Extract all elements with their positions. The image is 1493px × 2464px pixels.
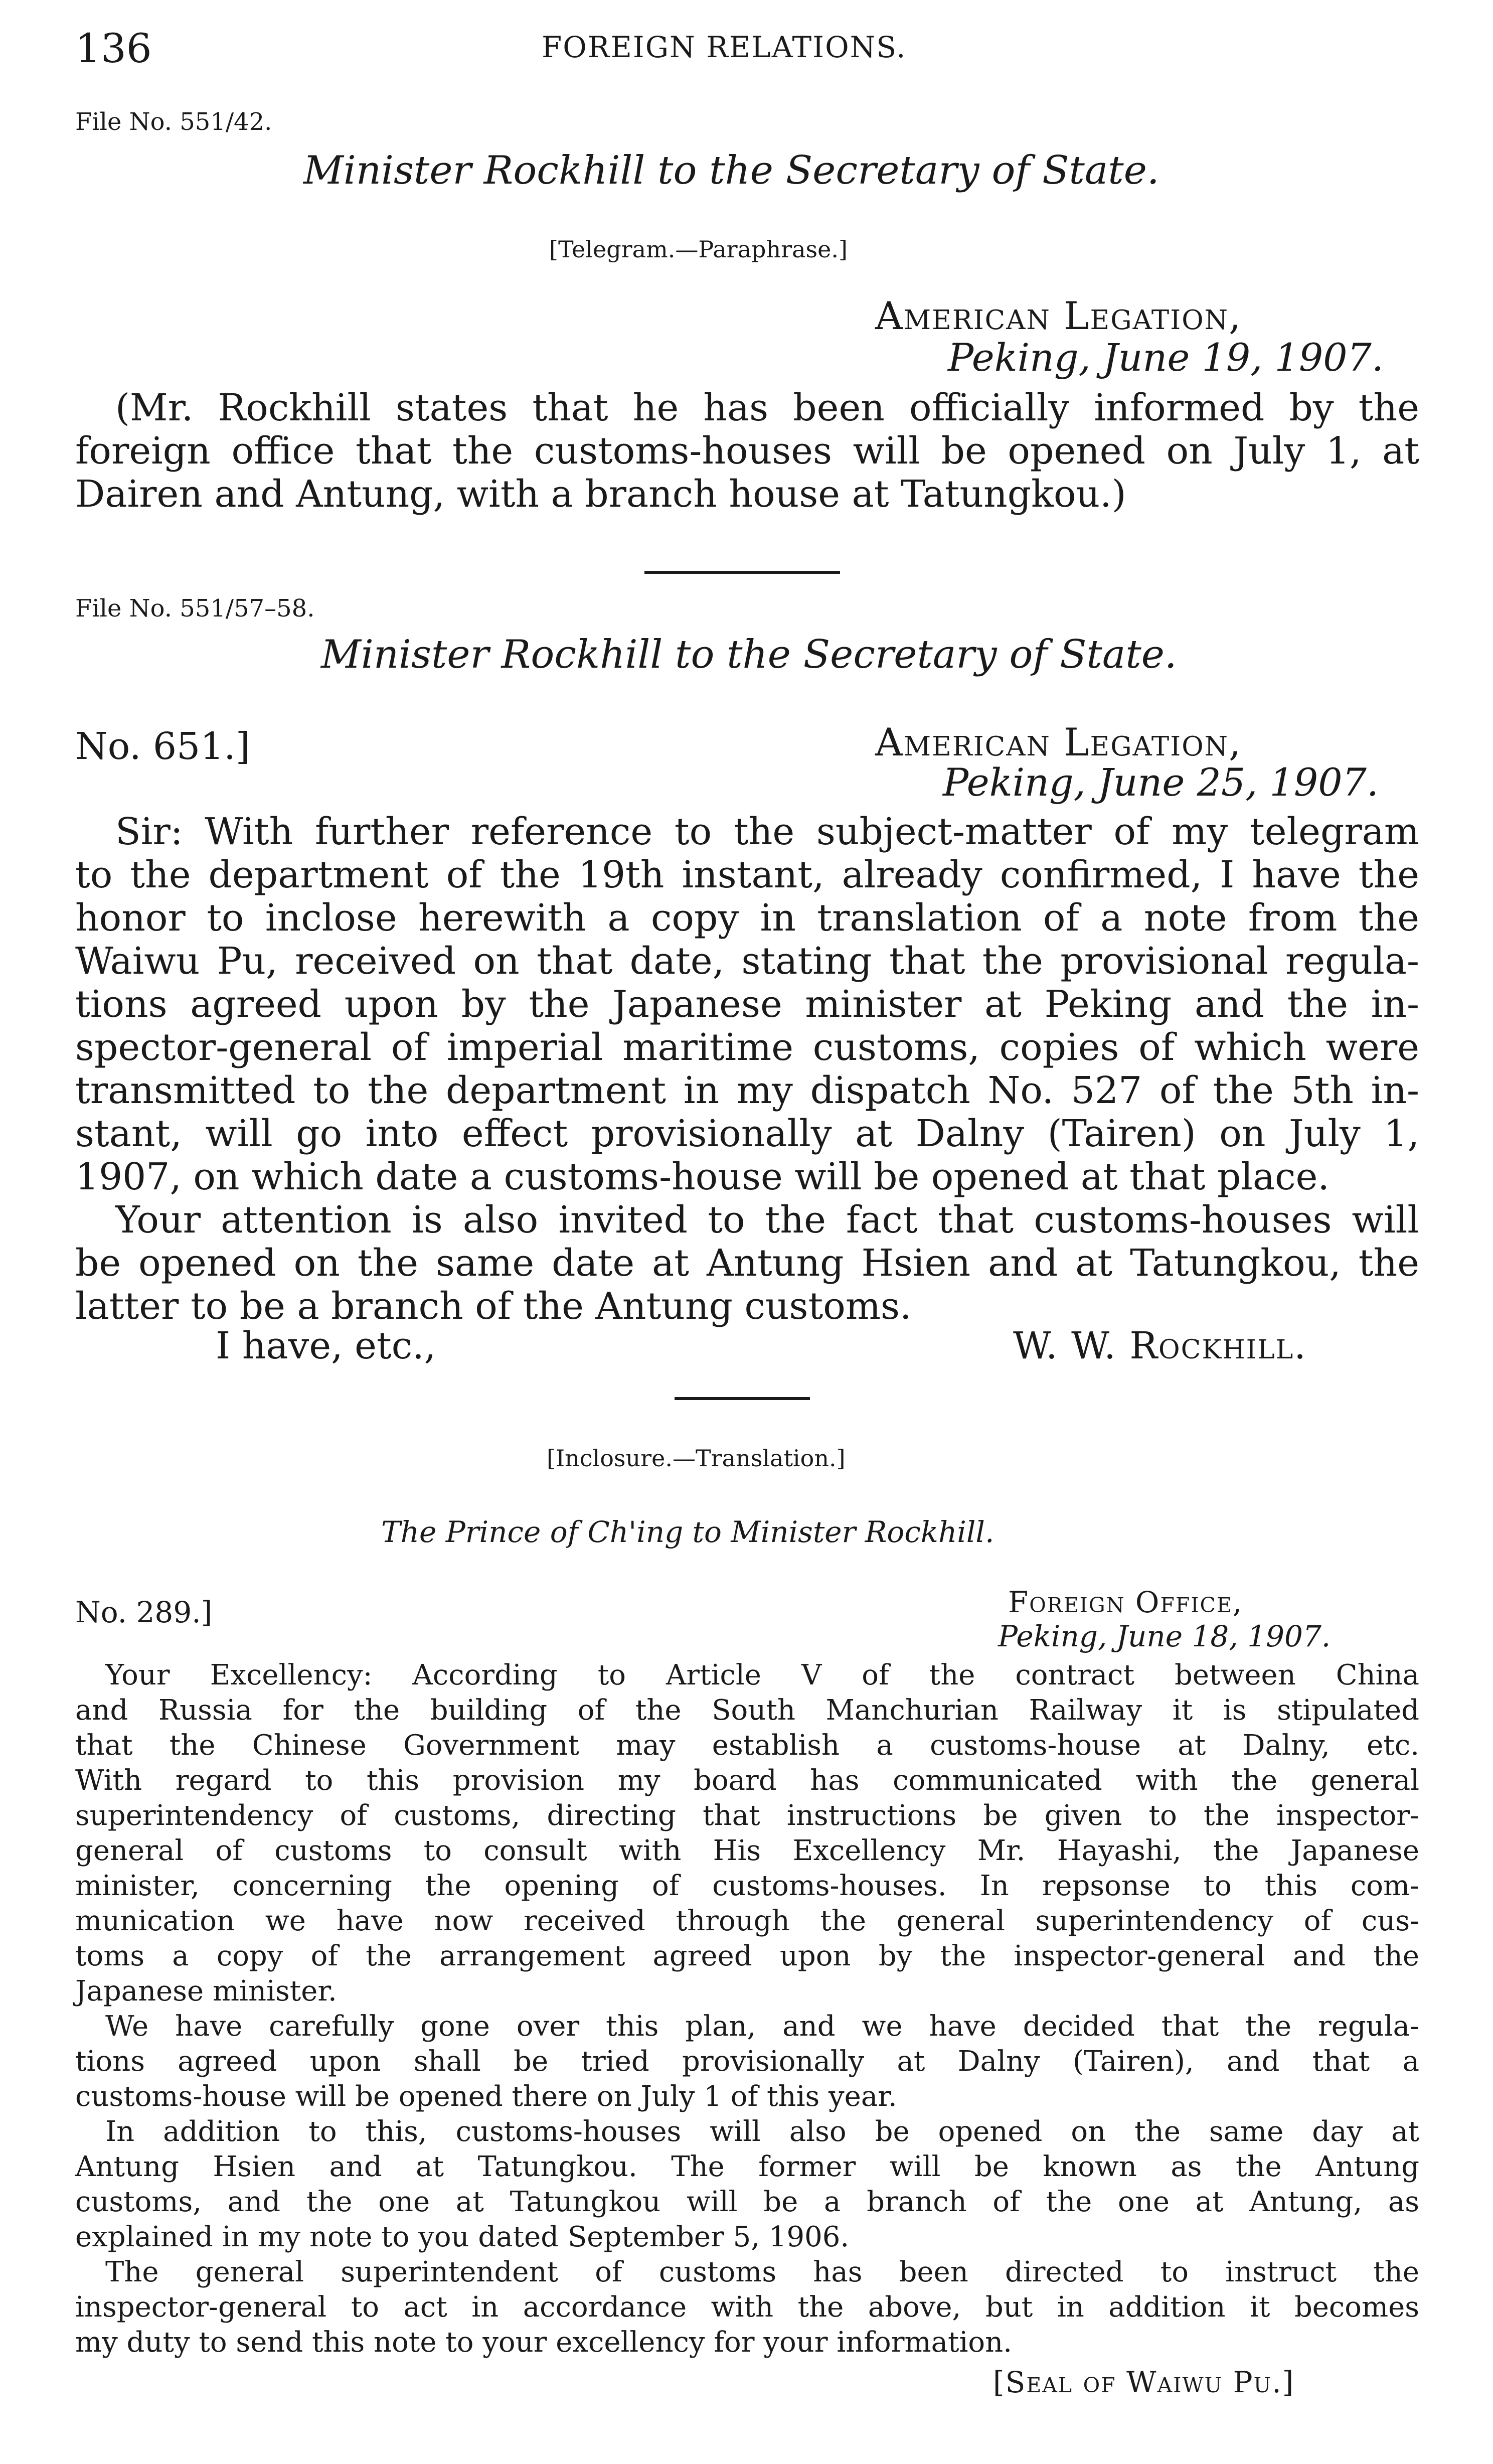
- text-line: Sir: With further reference to the subject-matter of my telegram: [115, 810, 1419, 853]
- text-line: customs, and the one at Tatungkou will be a branch of the one at Antung, as: [75, 2186, 1419, 2218]
- text-line: toms a copy of the arrangement agreed upon by the inspector-general and the: [75, 1940, 1419, 1972]
- text-line: my duty to send this note to your excellency for your information.: [75, 2326, 1012, 2359]
- signature: W. W. Rockhill.: [1013, 1324, 1307, 1367]
- document-type-note: [Telegram.—Paraphrase.]: [549, 236, 848, 263]
- note-number: No. 289.]: [75, 1595, 213, 1629]
- sender-place: Foreign Office,: [1008, 1585, 1243, 1619]
- telegram-paragraph: [75, 386, 1419, 516]
- text-line: and Russia for the building of the South Manchurian Railway it is stipulated: [75, 1694, 1419, 1727]
- text-line: superintendency of customs, directing that instructions be given to the inspector-: [75, 1799, 1419, 1832]
- text-line: tions agreed upon shall be tried provisionally at Dalny (Tairen), and that a: [75, 2045, 1419, 2078]
- text-line: (Mr. Rockhill states that he has been officially informed by the: [115, 386, 1419, 429]
- page-number: 136: [75, 25, 152, 72]
- dispatch-number: No. 651.]: [75, 725, 250, 768]
- running-title: FOREIGN RELATIONS.: [542, 30, 907, 64]
- sender-place: American Legation,: [875, 720, 1242, 764]
- text-line: latter to be a branch of the Antung customs.: [75, 1285, 912, 1328]
- text-line: explained in my note to you dated September 5, 1906.: [75, 2221, 850, 2253]
- document-title: Minister Rockhill to the Secretary of State.: [303, 148, 1159, 193]
- file-number: File No. 551/57–58.: [75, 594, 315, 623]
- text-line: Dairen and Antung, with a branch house at Tatungkou.): [75, 473, 1126, 516]
- text-line: Your attention is also invited to the fact that customs-houses will: [115, 1198, 1419, 1242]
- text-line: Waiwu Pu, received on that date, stating that the provisional regula-: [75, 940, 1419, 983]
- text-line: The general superintendent of customs has been directed to instruct the: [105, 2256, 1419, 2288]
- sender-date: Peking, June 19, 1907.: [948, 335, 1384, 380]
- text-line: We have carefully gone over this plan, and we have decided that the regula-: [105, 2010, 1419, 2043]
- text-line: inspector-general to act in accordance with the above, but in addition it becomes: [75, 2291, 1419, 2324]
- text-line: tions agreed upon by the Japanese minister at Peking and the in-: [75, 983, 1419, 1026]
- note-body: [75, 1658, 1419, 2360]
- document-type-note: [Inclosure.—Translation.]: [547, 1445, 846, 1472]
- document-title: The Prince of Ch'ing to Minister Rockhill.: [381, 1515, 994, 1549]
- text-line: Antung Hsien and at Tatungkou. The former will be known as the Antung: [75, 2150, 1419, 2183]
- text-line: stant, will go into effect provisionally at Dalny (Tairen) on July 1,: [75, 1112, 1419, 1155]
- closing-line: I have, etc.,: [216, 1324, 436, 1367]
- text-line: foreign office that the customs-houses will be opened on July 1, at: [75, 429, 1419, 473]
- text-line: customs-house will be opened there on July 1 of this year.: [75, 2080, 897, 2113]
- text-line: In addition to this, customs-houses will also be opened on the same day at: [105, 2115, 1419, 2148]
- text-line: general of customs to consult with His Excellency Mr. Hayashi, the Japanese: [75, 1834, 1419, 1867]
- section-divider: [675, 1397, 810, 1400]
- document-title: Minister Rockhill to the Secretary of State.: [321, 632, 1177, 677]
- text-line: 1907, on which date a customs-house will be opened at that place.: [75, 1155, 1330, 1198]
- text-line: With regard to this provision my board has communicated with the general: [75, 1764, 1419, 1797]
- text-line: transmitted to the department in my dispatch No. 527 of the 5th in-: [75, 1069, 1419, 1112]
- text-line: Japanese minister.: [75, 1975, 337, 2008]
- section-divider: [644, 571, 840, 574]
- seal-note: [Seal of Waiwu Pu.]: [993, 2365, 1295, 2399]
- sender-date: Peking, June 18, 1907.: [998, 1619, 1331, 1653]
- text-line: Your Excellency: According to Article V of the contract between China: [105, 1659, 1419, 1691]
- text-line: honor to inclose herewith a copy in translation of a note from the: [75, 896, 1419, 940]
- file-number: File No. 551/42.: [75, 108, 272, 136]
- text-line: to the department of the 19th instant, already confirmed, I have the: [75, 853, 1419, 896]
- text-line: minister, concerning the opening of customs-houses. In repsonse to this com-: [75, 1870, 1419, 1902]
- text-line: spector-general of imperial maritime customs, copies of which were: [75, 1026, 1419, 1069]
- letter-paragraph: [75, 810, 1419, 1328]
- sender-date: Peking, June 25, 1907.: [943, 760, 1379, 805]
- sender-place: American Legation,: [875, 293, 1242, 338]
- text-line: munication we have now received through the general superintendency of cus-: [75, 1905, 1419, 1937]
- text-line: be opened on the same date at Antung Hsien and at Tatungkou, the: [75, 1242, 1419, 1285]
- text-line: that the Chinese Government may establish a customs-house at Dalny, etc.: [75, 1729, 1419, 1762]
